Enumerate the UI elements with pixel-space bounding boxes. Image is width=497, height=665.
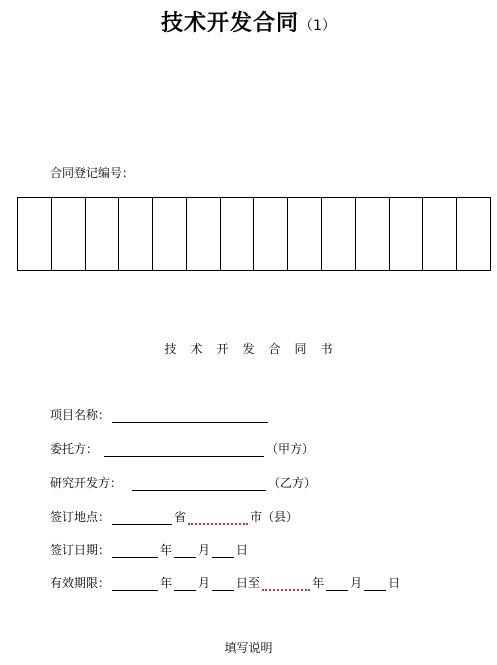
date-year-label: 年 — [160, 543, 173, 557]
registration-number-label: 合同登记编号： — [50, 166, 135, 180]
province-blank[interactable] — [112, 510, 172, 525]
city-label: 市（县） — [250, 510, 299, 524]
validity-end-year-label: 年 — [312, 576, 325, 590]
registration-cell[interactable] — [153, 198, 187, 270]
document-title — [0, 6, 497, 37]
validity-end-day-blank[interactable] — [364, 576, 386, 591]
date-year-blank[interactable] — [112, 543, 158, 558]
registration-cell[interactable] — [18, 198, 52, 270]
registration-cell[interactable] — [356, 198, 390, 270]
registration-cell[interactable] — [390, 198, 424, 270]
signing-location-field — [50, 508, 298, 525]
registration-cell[interactable] — [288, 198, 322, 270]
project-name-blank[interactable] — [112, 408, 268, 423]
contract-subtitle: 技术开发合同书 — [164, 342, 347, 356]
instructions-heading: 填写说明 — [224, 641, 273, 655]
registration-cell[interactable] — [52, 198, 86, 270]
date-month-blank[interactable] — [174, 543, 196, 558]
client-label: 委托方： — [50, 442, 99, 456]
client-blank[interactable] — [104, 442, 264, 457]
validity-day-to-label: 日至 — [236, 576, 261, 590]
date-day-label: 日 — [236, 543, 249, 557]
title-main: 技术开发合同 — [161, 11, 300, 36]
registration-cell[interactable] — [119, 198, 153, 270]
province-label: 省 — [174, 510, 187, 524]
validity-end-year-blank[interactable] — [262, 575, 310, 591]
validity-month-blank[interactable] — [174, 576, 196, 591]
validity-end-month-blank[interactable] — [326, 576, 348, 591]
developer-blank[interactable] — [132, 476, 266, 491]
signing-date-field — [50, 541, 248, 558]
developer-label: 研究开发方： — [50, 476, 123, 490]
registration-cell[interactable] — [457, 198, 490, 270]
registration-cell[interactable] — [322, 198, 356, 270]
validity-label: 有效期限： — [50, 576, 111, 590]
validity-end-month-label: 月 — [350, 576, 363, 590]
title-suffix: （1） — [299, 18, 336, 34]
validity-month-label: 月 — [198, 576, 211, 590]
registration-number-grid — [17, 197, 491, 271]
developer-suffix: （乙方） — [268, 476, 317, 490]
registration-cell[interactable] — [423, 198, 457, 270]
validity-year-blank[interactable] — [112, 576, 158, 591]
registration-cell[interactable] — [86, 198, 120, 270]
developer-field — [50, 474, 316, 491]
date-label: 签订日期： — [50, 543, 111, 557]
registration-cell[interactable] — [187, 198, 221, 270]
client-suffix: （甲方） — [266, 442, 315, 456]
date-day-blank[interactable] — [212, 543, 234, 558]
project-name-field — [50, 406, 270, 423]
date-month-label: 月 — [198, 543, 211, 557]
validity-period-field — [50, 574, 400, 591]
validity-end-day-label: 日 — [388, 576, 401, 590]
project-name-label: 项目名称： — [50, 408, 111, 422]
registration-cell[interactable] — [254, 198, 288, 270]
city-blank[interactable] — [188, 509, 248, 525]
location-label: 签订地点： — [50, 510, 111, 524]
client-field — [50, 440, 314, 457]
validity-day-blank[interactable] — [212, 576, 234, 591]
validity-year-label: 年 — [160, 576, 173, 590]
registration-cell[interactable] — [221, 198, 255, 270]
